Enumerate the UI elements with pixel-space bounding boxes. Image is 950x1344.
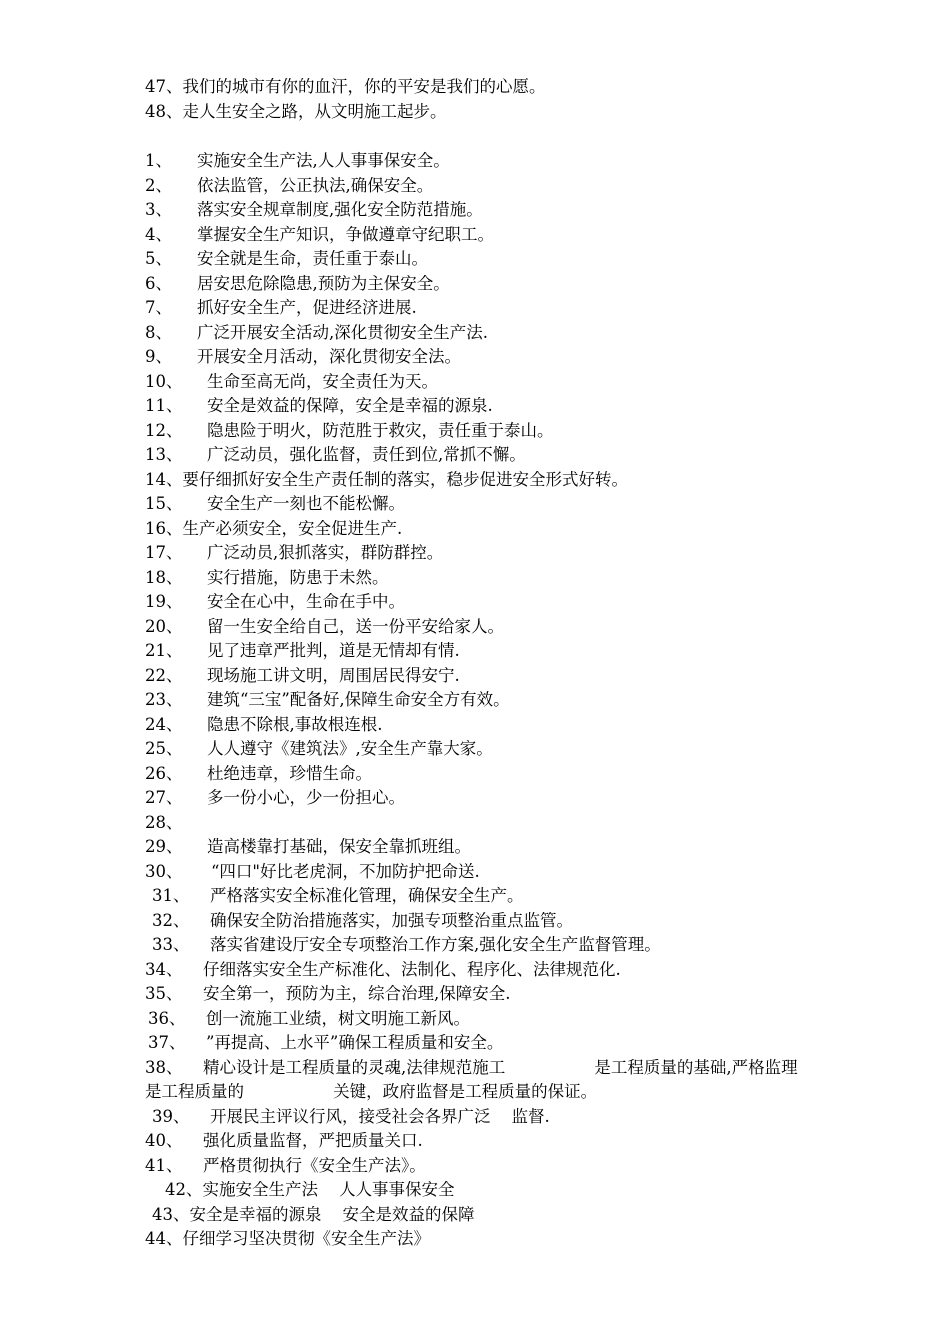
list-item [152, 1105, 890, 1130]
item-number: 36、 [148, 1009, 186, 1028]
item-number: 31、 [152, 886, 190, 905]
list-item [145, 419, 890, 444]
item-number: 30、 [145, 862, 183, 881]
list-item [145, 664, 890, 689]
item-number: 43、 [152, 1205, 190, 1224]
item-text: 我们的城市有你的血汗，你的平安是我们的心愿。 [182, 77, 546, 96]
item-number: 34、 [145, 960, 183, 979]
list-item [145, 762, 890, 787]
list-item [152, 909, 890, 934]
item-text: 安全是幸福的源泉 安全是效益的保障 [189, 1205, 475, 1224]
item-number: 28、 [145, 813, 183, 832]
item-number: 4、 [145, 225, 172, 244]
list-item [145, 688, 890, 713]
item-text: 造高楼靠打基础，保安全靠抓班组。 [207, 837, 471, 856]
item-number: 38、 [145, 1058, 183, 1077]
item-text: 多一份小心，少一份担心。 [207, 788, 405, 807]
item-text: 隐患险于明火，防范胜于救灾，责任重于泰山。 [207, 421, 554, 440]
list-item [145, 1129, 890, 1154]
list-item [145, 517, 890, 542]
item-text: 安全在心中，生命在手中。 [207, 592, 405, 611]
list-item [148, 1007, 890, 1032]
item-number: 12、 [145, 421, 183, 440]
item-text: 建筑“三宝”配备好,保障生命安全方有效。 [207, 690, 510, 709]
list-item [152, 884, 890, 909]
item-text: 实行措施，防患于未然。 [207, 568, 389, 587]
item-number: 22、 [145, 666, 183, 685]
list-item [145, 566, 890, 591]
item-number: 35、 [145, 984, 183, 1003]
item-number: 3、 [145, 200, 172, 219]
item-text: 是工程质量的 关键，政府监督是工程质量的保证。 [145, 1082, 598, 1101]
item-number: 6、 [145, 274, 172, 293]
item-number: 15、 [145, 494, 183, 513]
item-number: 24、 [145, 715, 183, 734]
item-text: 广泛动员,狠抓落实，群防群控。 [207, 543, 444, 562]
list-item [145, 223, 890, 248]
list-item [145, 394, 890, 419]
list-item [145, 982, 890, 1007]
list-item [145, 1227, 890, 1252]
list-item [152, 933, 890, 958]
item-number: 16、 [145, 519, 183, 538]
item-number: 25、 [145, 739, 183, 758]
item-text: 仔细落实安全生产标准化、法制化、程序化、法律规范化. [203, 960, 621, 979]
item-text: 创一流施工业绩，树文明施工新风。 [206, 1009, 470, 1028]
item-number: 9、 [145, 347, 172, 366]
list-item [148, 1031, 890, 1056]
list-item [165, 1178, 890, 1203]
list-item [145, 149, 890, 174]
item-text: 精心设计是工程质量的灵魂,法律规范施工 是工程质量的基础,严格监理 [203, 1058, 798, 1077]
list-item-continuation [145, 1080, 890, 1105]
item-text: 留一生安全给自己，送一份平安给家人。 [207, 617, 504, 636]
list-item [145, 198, 890, 223]
list-item [145, 713, 890, 738]
item-text: ”再提高、上水平”确保工程质量和安全。 [206, 1033, 504, 1052]
list-item [145, 321, 890, 346]
item-text: 现场施工讲文明，周围居民得安宁. [207, 666, 460, 685]
item-text: 严格贯彻执行《安全生产法》。 [203, 1156, 426, 1175]
list-item [145, 468, 890, 493]
list-item [152, 1203, 890, 1228]
item-number: 8、 [145, 323, 172, 342]
item-text: 严格落实安全标准化管理，确保安全生产。 [210, 886, 524, 905]
item-text: 落实省建设厅安全专项整治工作方案,强化安全生产监督管理。 [210, 935, 661, 954]
item-text: 安全就是生命，责任重于泰山。 [197, 249, 428, 268]
item-text: 要仔细抓好安全生产责任制的落实，稳步促进安全形式好转。 [182, 470, 628, 489]
item-text: 仔细学习坚决贯彻《安全生产法》 [182, 1229, 430, 1248]
item-text: 走人生安全之路，从文明施工起步。 [182, 102, 447, 121]
list-item [145, 786, 890, 811]
item-number: 26、 [145, 764, 183, 783]
item-number: 5、 [145, 249, 172, 268]
list-item [145, 370, 890, 395]
list-item [145, 639, 890, 664]
item-text: 确保安全防治措施落实，加强专项整治重点监管。 [210, 911, 573, 930]
item-text: “四口"好比老虎洞，不加防护把命送. [211, 862, 480, 881]
item-text: 实施安全生产法,人人事事保安全。 [197, 151, 450, 170]
list-item [145, 272, 890, 297]
list-item [145, 958, 890, 983]
item-text: 见了违章严批判，道是无情却有情. [207, 641, 460, 660]
list-item [145, 443, 890, 468]
item-text: 安全是效益的保障，安全是幸福的源泉. [207, 396, 493, 415]
list-item [145, 75, 890, 100]
item-text: 人人遵守《建筑法》,安全生产靠大家。 [207, 739, 493, 758]
item-number: 37、 [148, 1033, 186, 1052]
item-number: 47、 [145, 77, 183, 96]
list-item [145, 247, 890, 272]
item-number: 14、 [145, 470, 183, 489]
list-item [145, 1056, 890, 1081]
item-text: 广泛开展安全活动,深化贯彻安全生产法. [197, 323, 488, 342]
item-number: 18、 [145, 568, 183, 587]
item-number: 10、 [145, 372, 183, 391]
item-text: 杜绝违章，珍惜生命。 [207, 764, 372, 783]
item-number: 21、 [145, 641, 183, 660]
item-text: 依法监管，公正执法,确保安全。 [197, 176, 434, 195]
list-item [145, 860, 890, 885]
item-text: 掌握安全生产知识，争做遵章守纪职工。 [197, 225, 494, 244]
list-item [145, 737, 890, 762]
list-item [145, 541, 890, 566]
item-number: 20、 [145, 617, 183, 636]
item-number: 44、 [145, 1229, 183, 1248]
item-number: 39、 [152, 1107, 190, 1126]
item-number: 13、 [145, 445, 183, 464]
list-item [145, 100, 890, 125]
list-item [145, 835, 890, 860]
item-text: 居安思危除隐患,预防为主保安全。 [197, 274, 450, 293]
item-text: 生命至高无尚，安全责任为天。 [207, 372, 438, 391]
list-item [145, 811, 890, 836]
list-item [145, 174, 890, 199]
list-item [145, 615, 890, 640]
list-item [145, 492, 890, 517]
item-number: 41、 [145, 1156, 183, 1175]
list-item [145, 590, 890, 615]
item-number: 19、 [145, 592, 183, 611]
item-number: 32、 [152, 911, 190, 930]
item-number: 2、 [145, 176, 172, 195]
item-number: 33、 [152, 935, 190, 954]
item-text: 开展安全月活动，深化贯彻安全法。 [197, 347, 461, 366]
item-number: 27、 [145, 788, 183, 807]
item-number: 40、 [145, 1131, 183, 1150]
item-number: 23、 [145, 690, 183, 709]
item-number: 11、 [145, 396, 183, 415]
item-text: 隐患不除根,事故根连根. [207, 715, 383, 734]
item-text: 安全生产一刻也不能松懈。 [207, 494, 405, 513]
item-number: 1、 [145, 151, 172, 170]
list-item [145, 1154, 890, 1179]
list-item [145, 345, 890, 370]
item-text: 实施安全生产法 人人事事保安全 [202, 1180, 455, 1199]
item-text: 广泛动员，强化监督，责任到位,常抓不懈。 [207, 445, 526, 464]
item-number: 17、 [145, 543, 183, 562]
item-text: 强化质量监督，严把质量关口. [203, 1131, 423, 1150]
list-item [145, 296, 890, 321]
item-text: 安全第一，预防为主，综合治理,保障安全. [203, 984, 511, 1003]
item-text: 抓好安全生产，促进经济进展. [197, 298, 417, 317]
item-text: 落实安全规章制度,强化安全防范措施。 [197, 200, 483, 219]
item-text: 开展民主评议行风，接受社会各界广泛 监督. [210, 1107, 550, 1126]
item-number: 7、 [145, 298, 172, 317]
item-number: 29、 [145, 837, 183, 856]
item-text: 生产必须安全，安全促进生产. [182, 519, 403, 538]
item-number: 48、 [145, 102, 183, 121]
item-number: 42、 [165, 1180, 203, 1199]
